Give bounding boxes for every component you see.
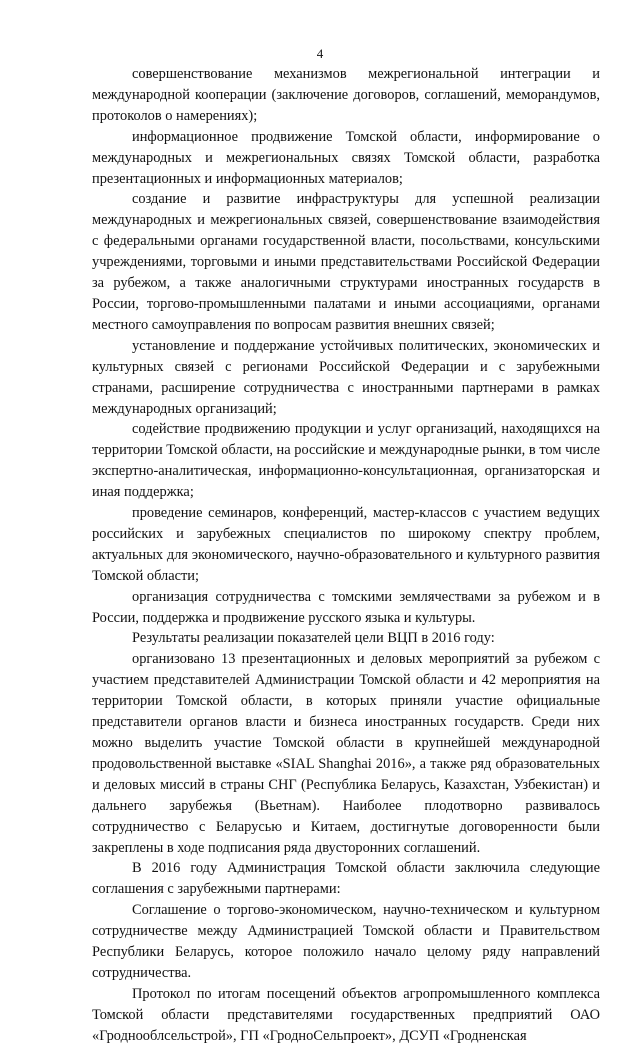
paragraph-protocol: Протокол по итогам посещений объектов агропромышленного комплекса Томской области представителями государственных предприятий ОАО «Гроднооблсельстрой», ГП «ГродноСельпроект», ДСУП «Гродненская [92, 985, 600, 1044]
paragraph-relations: установление и поддержание устойчивых политических, экономических и культурных связей с регионами Российской Федерации и с зарубежными странами, расширение сотрудничества с иностранными партнерами в рамках международных организаций; [92, 337, 600, 417]
paragraph-seminars: проведение семинаров, конференций, мастер-классов с участием ведущих российских и зарубежных специалистов по широкому спектру проблем, актуальных для экономического, научно-образовательного и культурного развития Томской области; [92, 505, 600, 584]
paragraph-integration: совершенствование механизмов межрегиональной интеграции и международной кооперации (заключение договоров, соглашений, меморандумов, протоколов о намерениях); [92, 66, 600, 124]
paragraph-diaspora: организация сотрудничества с томскими землячествами за рубежом и в России, поддержка и продвижение русского языка и культуры. [92, 588, 600, 626]
document-body [92, 64, 600, 1047]
paragraph-information: информационное продвижение Томской области, информирование о международных и межрегиональных связях Томской области, разработка презентационных и информационных материалов; [92, 128, 600, 187]
paragraph-belarus-agreement: Соглашение о торгово-экономическом, научно-техническом и культурном сотрудничестве между Администрацией Томской области и Правительством Республики Беларусь, которое положило начало целому ряду направлений сотрудничества. [92, 902, 600, 981]
paragraph-events: организовано 13 презентационных и деловых мероприятий за рубежом с участием представителей Администрации Томской области и 42 мероприятия на территории Томской области, в которых приняли участие официальные представители органов власти и бизнеса иностранных государств. Среди них можно выделить участие Томской области в крупнейшей международной продовольственной выставке «SIAL Shanghai 2016», а также ряд образовательных и деловых миссий в страны СНГ (Республика Беларусь, Казахстан, Узбекистан) и дальнего зарубежья (Вьетнам). Наиболее плодотворно развивалось сотрудничество с Беларусью и Китаем, достигнутые договоренности были закреплены в ходе подписания ряда двусторонних соглашений. [92, 651, 600, 856]
page-number: 4 [316, 46, 324, 61]
paragraph-agreements-intro: В 2016 году Администрация Томской области заключила следующие соглашения с зарубежными партнерами: [92, 860, 600, 898]
paragraph-promotion: содействие продвижению продукции и услуг организаций, находящихся на территории Томской области, на российские и международные рынки, в том числе экспертно-аналитическая, информационно-консультационная, организаторская и иная поддержка; [92, 421, 600, 501]
paragraph-infrastructure: создание и развитие инфраструктуры для успешной реализации международных и межрегиональных связей, совершенствование взаимодействия с федеральными органами государственной власти, посольствами, консульскими учреждениями, торговыми и иными представительствами Российской Федерации за рубежом, а также аналогичными структурами иностранных государств в России, торгово-промышленными палатами и иными ассоциациями, органами местного самоуправления по вопросам развития внешних связей; [92, 191, 600, 333]
paragraph-results-heading: Результаты реализации показателей цели ВЦП в 2016 году: [132, 630, 495, 647]
